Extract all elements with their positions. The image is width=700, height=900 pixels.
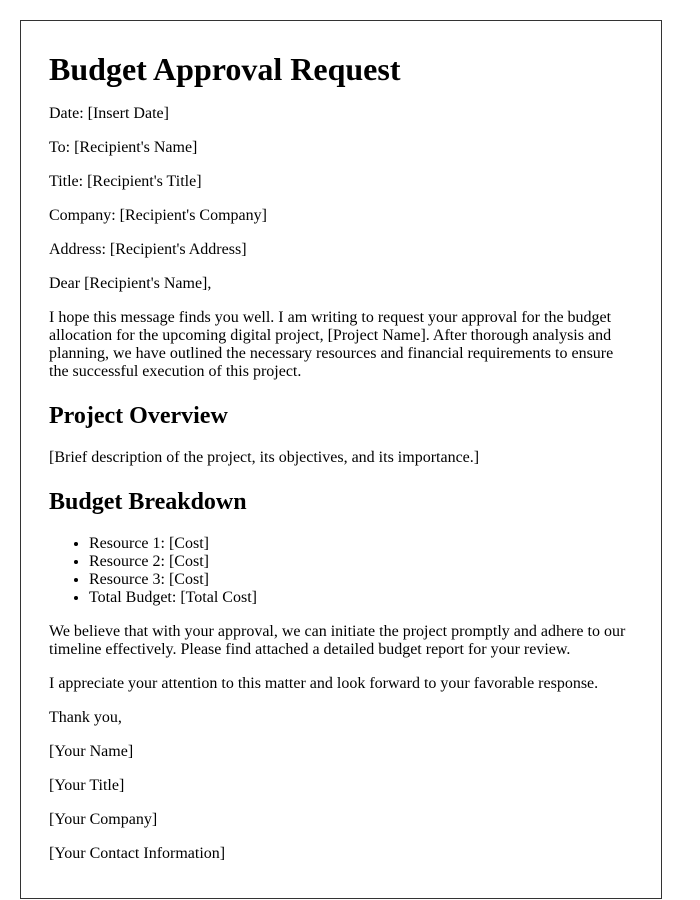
- date-line: Date: [Insert Date]: [49, 105, 169, 122]
- list-item: • Total Budget: [Total Cost]: [89, 589, 633, 607]
- closing-paragraph: We believe that with your approval, we can initiate the project promptly and adhere to our timeline effectively. Please find attached a detailed budget report for your review.: [49, 623, 626, 658]
- letter-page: [20, 20, 662, 899]
- budget-breakdown-list: [49, 535, 633, 607]
- list-item: • Resource 1: [Cost]: [89, 535, 633, 553]
- recipient-company-line: Company: [Recipient's Company]: [49, 207, 267, 224]
- project-overview-heading: Project Overview: [49, 403, 228, 429]
- signoff: Thank you,: [49, 709, 122, 726]
- recipient-address-line: Address: [Recipient's Address]: [49, 241, 247, 258]
- sender-name: [Your Name]: [49, 743, 134, 760]
- recipient-title-line: Title: [Recipient's Title]: [49, 173, 202, 190]
- sender-title: [Your Title]: [49, 777, 125, 794]
- project-overview-text: [Brief description of the project, its objectives, and its importance.]: [49, 449, 480, 466]
- list-item: • Resource 3: [Cost]: [89, 571, 633, 589]
- letter-title: Budget Approval Request: [49, 51, 401, 87]
- sender-company: [Your Company]: [49, 811, 158, 828]
- sender-contact: [Your Contact Information]: [49, 845, 226, 862]
- salutation: Dear [Recipient's Name],: [49, 275, 212, 292]
- budget-breakdown-heading: Budget Breakdown: [49, 489, 247, 515]
- recipient-name-line: To: [Recipient's Name]: [49, 139, 198, 156]
- appreciation-paragraph: I appreciate your attention to this matter and look forward to your favorable response.: [49, 675, 599, 692]
- list-item: • Resource 2: [Cost]: [89, 553, 633, 571]
- intro-paragraph: I hope this message finds you well. I am writing to request your approval for the budget allocation for the upcoming digital project, [Project Name]. After thorough analysis and planning, we have outlined the necessary resources and financial requirements to ensure the successful execution of this project.: [49, 309, 614, 380]
